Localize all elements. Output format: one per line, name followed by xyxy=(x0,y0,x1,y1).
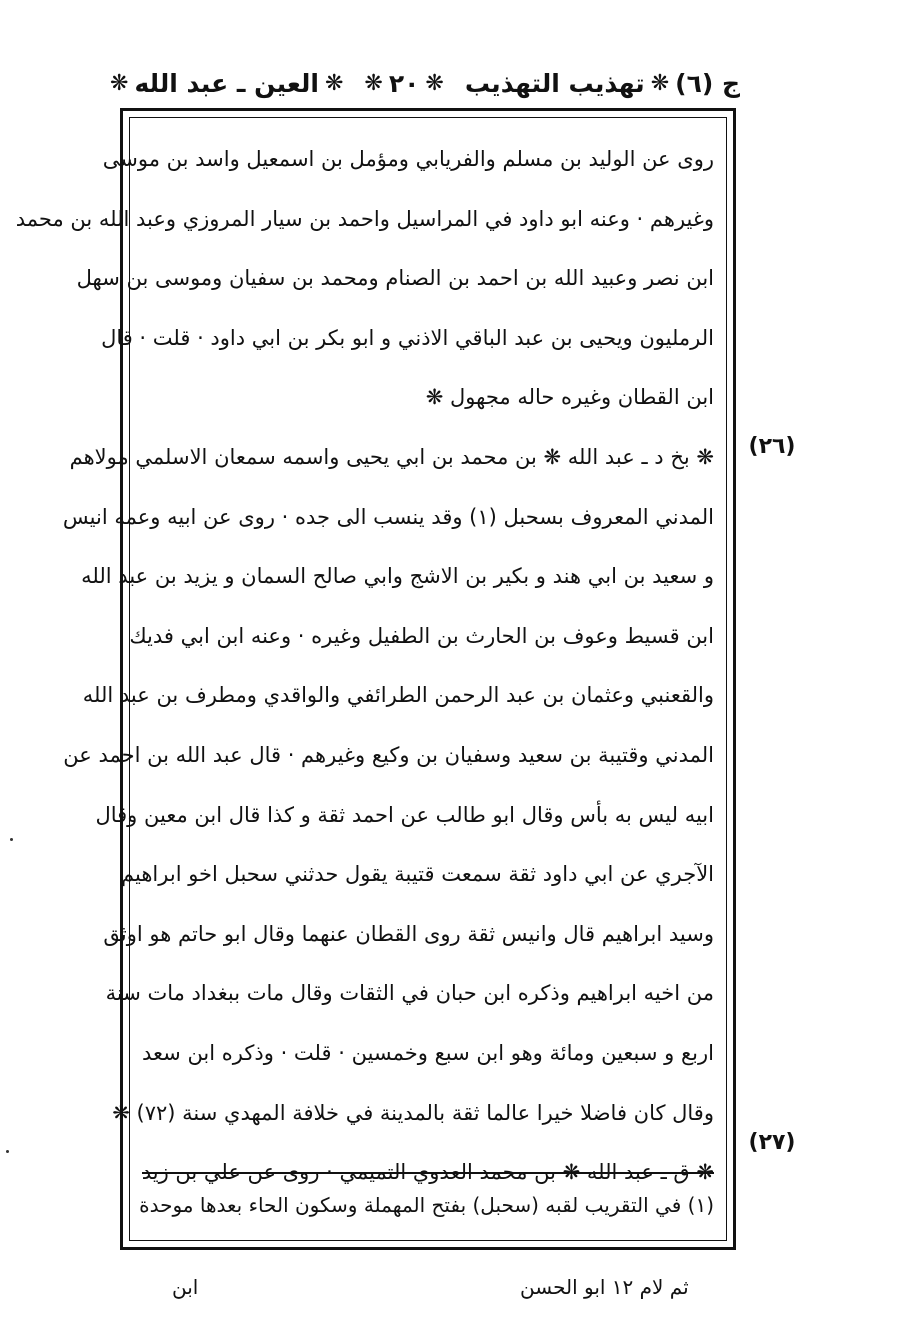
main-text xyxy=(15,130,714,1203)
text-line: الرمليون ويحيى بن عبد الباقي الاذني و ابو بكر بن ابي داود · قلت · قال xyxy=(101,325,714,350)
footnote-divider xyxy=(142,1172,714,1174)
header-page-number: ٢٠ xyxy=(388,68,420,98)
text-line: وغيرهم · وعنه ابو داود في المراسيل واحمد بن سيار المروزي وعبد الله بن محمد xyxy=(15,206,714,231)
entry-number-27: (٢٧) xyxy=(748,1130,796,1155)
text-line: ابن القطان وغيره حاله مجهول ❋ xyxy=(425,385,714,410)
text-line: الآجري عن ابي داود ثقة سمعت قتيبة يقول حدثني سحبل اخو ابراهيم xyxy=(121,862,714,887)
text-line: ابن قسيط وعوف بن الحارث بن الطفيل وغيره · وعنه ابن ابي فديك xyxy=(129,623,714,648)
text-line: ❋ ق ـ عبد الله ❋ بن محمد العدوي التميمي · روى عن علي بن زيد xyxy=(141,1160,714,1185)
scan-speck xyxy=(10,838,13,841)
header-book-title: تهذيب التهذيب xyxy=(464,68,645,98)
ornament-icon: ❋ xyxy=(425,70,444,96)
bottom-note-left: ابن xyxy=(172,1275,199,1299)
running-header xyxy=(110,58,740,108)
entry-number-26: (٢٦) xyxy=(748,434,796,459)
text-line: اربع و سبعين ومائة وهو ابن سبع وخمسين · قلت · وذكره ابن سعد xyxy=(142,1040,714,1065)
text-line: و سعيد بن ابي هند و بكير بن الاشج وابي صالح السمان و يزيد بن عبد الله xyxy=(81,564,714,589)
text-line: والقعنبي وعثمان بن عبد الرحمن الطرائفي والواقدي ومطرف بن عبد الله xyxy=(82,683,714,708)
ornament-icon: ❋ xyxy=(650,70,670,96)
text-line: ❋ بخ د ـ عبد الله ❋ بن محمد بن ابي يحيى واسمه سمعان الاسلمي مولاهم xyxy=(69,444,714,469)
ornament-icon: ❋ xyxy=(324,70,344,96)
header-volume: ج (٦) xyxy=(675,68,740,98)
ornament-icon: ❋ xyxy=(364,70,383,96)
header-section-group xyxy=(110,69,343,98)
scan-speck xyxy=(6,1150,9,1153)
text-line: ابيه ليس به بأس وقال ابو طالب عن احمد ثقة و كذا قال ابن معين وقال xyxy=(95,802,714,827)
footnote: (١) في التقريب لقبه (سحبل) بفتح المهملة وسكون الحاء بعدها موحدة xyxy=(139,1193,714,1217)
text-line: روى عن الوليد بن مسلم والفريابي ومؤمل بن اسمعيل واسد بن موسى xyxy=(102,147,714,171)
ornament-icon: ❋ xyxy=(110,70,129,96)
text-line: ابن نصر وعبيد الله بن احمد بن الصنام ومحمد بن سفيان وموسى بن سهل xyxy=(76,266,714,291)
text-line: وسيد ابراهيم قال وانيس ثقة روى القطان عنهما وقال ابو حاتم هو اوثق xyxy=(103,921,714,946)
bottom-note-right: ثم لام ١٢ ابو الحسن xyxy=(520,1275,689,1299)
header-volume-group xyxy=(465,69,740,98)
header-section: العين ـ عبد الله xyxy=(134,68,319,98)
header-page-group xyxy=(364,69,443,98)
text-line: المدني وقتيبة بن سعيد وسفيان بن وكيع وغيرهم · قال عبد الله بن احمد عن xyxy=(63,742,714,767)
text-line: وقال كان فاضلا خيرا عالما ثقة بالمدينة في خلافة المهدي سنة (٧٢) ❋ xyxy=(112,1100,714,1125)
text-line: من اخيه ابراهيم وذكره ابن حبان في الثقات وقال مات ببغداد مات سنة xyxy=(105,981,714,1006)
text-line: المدني المعروف بسحبل (١) وقد ينسب الى جده · روى عن ابيه وعمه انيس xyxy=(62,504,714,529)
